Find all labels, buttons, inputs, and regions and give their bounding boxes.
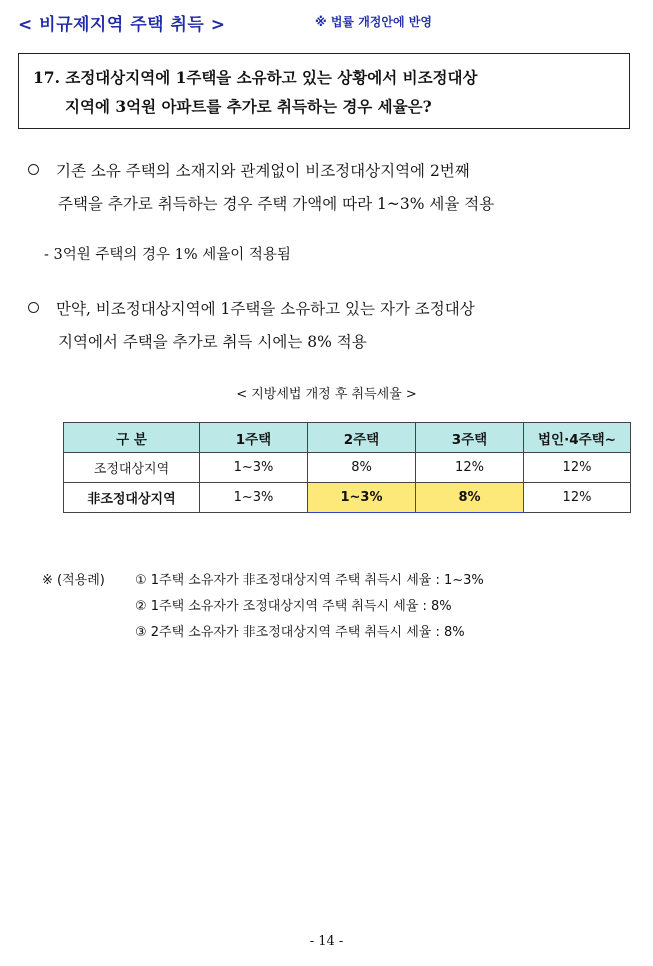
circle-bullet-icon [28,164,39,175]
table-cell: 1~3% [200,453,308,483]
application-examples [42,568,484,646]
application-example-item: ③ 2주택 소유자가 非조정대상지역 주택 취득시 세율 : 8% [135,625,465,640]
question-line-2: 지역에 3억원 아파트를 추가로 취득하는 경우 세율은? [65,97,432,116]
question-line-1: 17. 조정대상지역에 1주택을 소유하고 있는 상황에서 비조정대상 [33,68,478,87]
law-amendment-note: ※ 법률 개정안에 반영 [315,15,432,29]
table-cell: 8% [308,453,416,483]
table-header-row [64,423,631,453]
table-row [64,453,631,483]
table-row [64,483,631,513]
table-cell-highlighted: 8% [416,483,524,513]
application-examples-lead: ※ (적용례) [42,573,105,588]
table-row-header: 조정대상지역 [64,453,200,483]
page-number: - 14 - [309,934,344,949]
acquisition-tax-rate-table [63,422,631,513]
table-header-cell: 구 분 [64,423,200,453]
application-example-item: ① 1주택 소유자가 非조정대상지역 주택 취득시 세율 : 1~3% [135,573,484,588]
table-row-header: 非조정대상지역 [64,483,200,513]
answer-bullet-2-line-2: 지역에서 주택을 추가로 취득 시에는 8% 적용 [58,333,367,351]
table-header-cell: 법인·4주택~ [524,423,631,453]
section-title: < 비규제지역 주택 취득 > [18,15,226,35]
circle-bullet-icon [28,302,39,313]
application-example-item: ② 1주택 소유자가 조정대상지역 주택 취득시 세율 : 8% [135,599,452,614]
question-box [18,53,630,129]
answer-bullet-1-line-2: 주택을 추가로 취득하는 경우 주택 가액에 따라 1~3% 세율 적용 [58,195,495,213]
table-header-cell: 2주택 [308,423,416,453]
table-cell: 12% [416,453,524,483]
table-cell: 12% [524,483,631,513]
answer-sub-note: - 3억원 주택의 경우 1% 세율이 적용됨 [44,247,291,263]
table-cell: 12% [524,453,631,483]
table-cell-highlighted: 1~3% [308,483,416,513]
answer-bullet-1 [28,155,638,221]
table-cell: 1~3% [200,483,308,513]
answer-bullet-1-line-1: 기존 소유 주택의 소재지와 관계없이 비조정대상지역에 2번째 [56,162,470,180]
table-header-cell: 3주택 [416,423,524,453]
answer-bullet-2-line-1: 만약, 비조정대상지역에 1주택을 소유하고 있는 자가 조정대상 [56,300,475,318]
table-caption: < 지방세법 개정 후 취득세율 > [236,387,417,402]
answer-bullet-2 [28,293,638,359]
table-header-cell: 1주택 [200,423,308,453]
